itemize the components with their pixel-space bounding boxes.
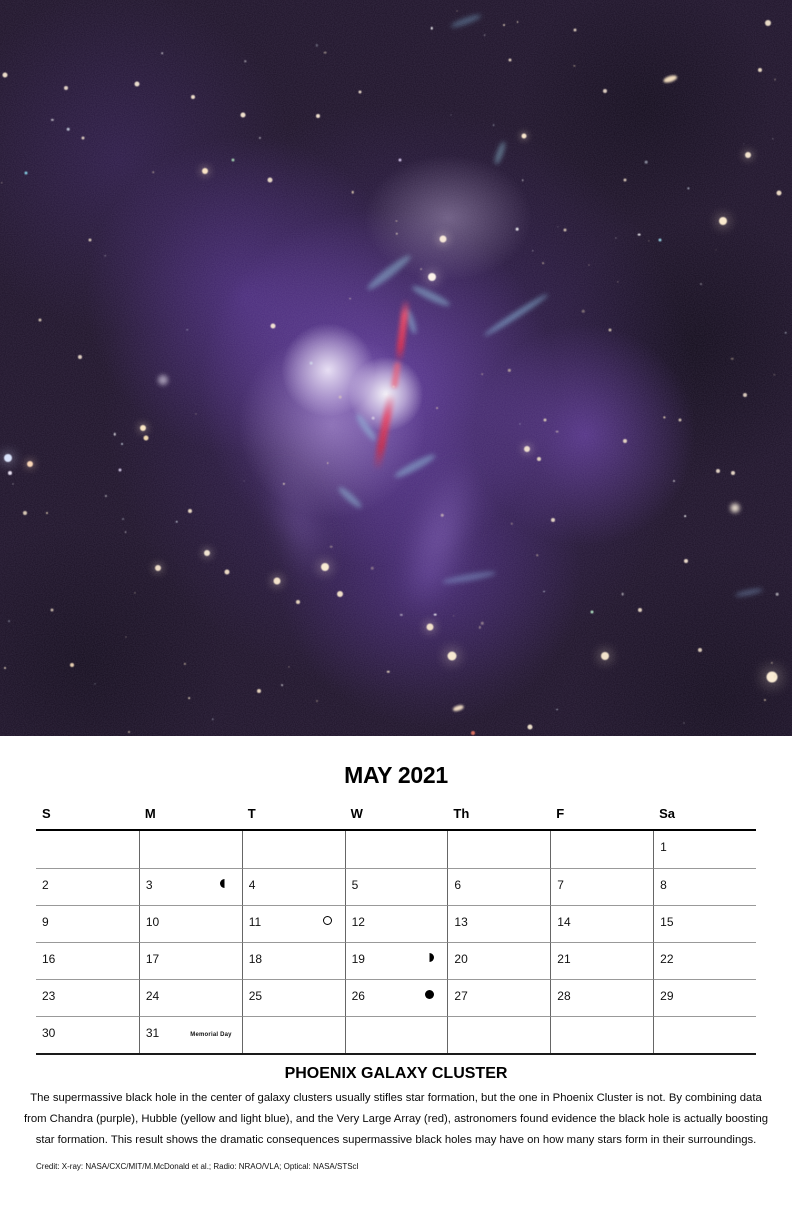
- star: [89, 239, 92, 242]
- star: [700, 283, 702, 285]
- date-number: 31: [145, 1026, 160, 1040]
- calendar-cell: [653, 1016, 756, 1053]
- star: [574, 29, 577, 32]
- calendar-cell: [653, 831, 756, 868]
- star: [731, 504, 740, 513]
- star: [440, 236, 447, 243]
- calendar-cell: [447, 979, 550, 1016]
- star: [638, 233, 641, 236]
- star: [601, 652, 609, 660]
- star: [25, 172, 28, 175]
- calendar-cell: [242, 1016, 345, 1053]
- star: [623, 439, 627, 443]
- calendar-cell: [447, 942, 550, 979]
- calendar-cell: [242, 942, 345, 979]
- star: [517, 21, 519, 23]
- date-number: 1: [660, 840, 667, 854]
- calendar-cell: [36, 868, 139, 905]
- star: [524, 446, 530, 452]
- star: [456, 11, 457, 12]
- star: [23, 511, 27, 515]
- calendar-cell: [139, 905, 242, 942]
- star: [70, 663, 74, 667]
- date-number: 15: [660, 915, 674, 929]
- date-number: 5: [351, 878, 359, 892]
- calendar-cell: [36, 905, 139, 942]
- star: [241, 113, 246, 118]
- caption-line: star formation. This result shows the dramatic consequences supermassive black holes may have on how many stars form in their surroundings.: [35, 1134, 757, 1146]
- star: [8, 620, 10, 622]
- calendar-cell: [139, 831, 242, 868]
- date-number: 9: [42, 915, 49, 929]
- star: [522, 179, 524, 181]
- date-number: 29: [660, 989, 674, 1003]
- star: [436, 407, 438, 409]
- star: [582, 310, 585, 313]
- star: [351, 191, 354, 194]
- calendar-cell: [653, 868, 756, 905]
- calendar-cell: [447, 831, 550, 868]
- calendar-cell: [36, 831, 139, 868]
- star: [128, 731, 130, 733]
- calendar-cell: [36, 979, 139, 1016]
- star: [232, 159, 235, 162]
- star: [316, 114, 320, 118]
- star: [516, 228, 519, 231]
- star: [175, 521, 178, 524]
- calendar-cell: [447, 868, 550, 905]
- star: [119, 469, 122, 472]
- star: [327, 462, 329, 464]
- star: [448, 652, 457, 661]
- star: [716, 469, 720, 473]
- day-of-week-label: Sa: [659, 806, 676, 821]
- star: [719, 217, 727, 225]
- day-of-week-label: M: [144, 806, 156, 821]
- star: [743, 393, 747, 397]
- star: [603, 89, 607, 93]
- calendar-cell: [345, 942, 448, 979]
- calendar-cell: [550, 868, 653, 905]
- star: [125, 531, 127, 533]
- star: [684, 559, 688, 563]
- moon-last-quarter-icon: [220, 879, 229, 888]
- calendar-cell: [242, 905, 345, 942]
- star: [624, 179, 627, 182]
- star: [775, 79, 776, 80]
- star: [257, 689, 261, 693]
- calendar-cell: [242, 831, 345, 868]
- date-number: 8: [660, 878, 667, 892]
- day-of-week-label: Th: [453, 806, 470, 821]
- star: [673, 480, 675, 482]
- star: [188, 697, 190, 699]
- star: [274, 578, 281, 585]
- star: [537, 554, 539, 556]
- star: [503, 24, 505, 26]
- star: [785, 332, 788, 335]
- star: [140, 425, 146, 431]
- calendar-cell: [550, 979, 653, 1016]
- star: [645, 161, 648, 164]
- star: [296, 600, 300, 604]
- date-number: 28: [557, 989, 571, 1003]
- calendar-cell: [139, 1016, 242, 1053]
- star: [493, 124, 495, 126]
- date-number: 14: [557, 915, 571, 929]
- star: [323, 51, 326, 54]
- calendar-cell: [139, 868, 242, 905]
- star: [162, 52, 164, 54]
- calendar-cell: [550, 831, 653, 868]
- star: [551, 518, 555, 522]
- date-number: 11: [248, 915, 262, 929]
- calendar-cell: [447, 1016, 550, 1053]
- calendar-cell: [550, 942, 653, 979]
- star: [187, 329, 189, 331]
- star: [745, 152, 751, 158]
- star: [731, 471, 735, 475]
- star: [481, 374, 483, 376]
- star: [321, 563, 329, 571]
- star: [104, 255, 106, 257]
- calendar-cell: [36, 942, 139, 979]
- calendar-cell: [447, 905, 550, 942]
- star: [434, 613, 437, 616]
- star: [155, 565, 161, 571]
- caption-title: PHOENIX GALAXY CLUSTER: [284, 1065, 508, 1082]
- date-number: 26: [351, 989, 365, 1003]
- star: [51, 609, 54, 612]
- calendar-cell: [550, 1016, 653, 1053]
- month-title: MAY 2021: [344, 762, 448, 788]
- date-number: 12: [351, 915, 365, 929]
- calendar-grid: [36, 829, 756, 1055]
- date-number: 7: [557, 878, 564, 892]
- star: [195, 413, 196, 414]
- star: [556, 430, 559, 433]
- star: [225, 570, 230, 575]
- star: [8, 471, 12, 475]
- star: [121, 443, 123, 445]
- calendar-cell: [345, 979, 448, 1016]
- date-number: 4: [248, 878, 256, 892]
- star: [204, 550, 210, 556]
- star: [359, 91, 362, 94]
- day-of-week-label: T: [247, 806, 256, 821]
- moon-full-moon-icon: [425, 990, 434, 999]
- date-number: 25: [248, 989, 263, 1003]
- star: [4, 667, 6, 669]
- star: [191, 95, 195, 99]
- star: [3, 73, 8, 78]
- star: [698, 648, 702, 652]
- date-number: 22: [660, 952, 674, 966]
- date-number: 27: [454, 989, 468, 1003]
- star: [337, 591, 343, 597]
- star: [428, 273, 436, 281]
- calendar-cell: [139, 979, 242, 1016]
- star: [282, 684, 284, 686]
- star: [522, 134, 527, 139]
- star: [758, 68, 762, 72]
- star: [556, 709, 558, 711]
- date-number: 23: [42, 989, 56, 1003]
- credit-line: Credit: X-ray: NASA/CXC/MIT/M.McDonald et al.; Radio: NRAO/VLA; Optical: NASA/STScI: [36, 1162, 359, 1171]
- star: [82, 137, 85, 140]
- star: [765, 20, 771, 26]
- star: [339, 396, 342, 399]
- calendar-cell: [36, 1016, 139, 1053]
- star: [310, 362, 313, 365]
- star: [202, 168, 208, 174]
- star: [78, 355, 82, 359]
- star: [564, 229, 567, 232]
- star: [767, 672, 778, 683]
- star: [776, 593, 779, 596]
- star: [64, 86, 68, 90]
- star: [144, 436, 149, 441]
- star: [659, 239, 662, 242]
- star: [39, 319, 42, 322]
- caption-line: The supermassive black hole in the center of galaxy clusters usually stifles star formation, but the one in Phoenix Cluster is not. By combining data: [30, 1092, 762, 1104]
- caption-line: from Chandra (purple), Hubble (yellow and light blue), and the Very Large Array (red), astronomers found evidence the black hole is actually boosting: [23, 1113, 769, 1125]
- date-number: 30: [42, 1026, 56, 1040]
- star: [392, 385, 395, 388]
- star: [158, 375, 168, 385]
- star: [4, 454, 12, 462]
- star: [135, 82, 140, 87]
- calendar-cell: [653, 905, 756, 942]
- star: [67, 128, 70, 131]
- star: [609, 329, 612, 332]
- calendar-cell: [345, 831, 448, 868]
- star: [684, 516, 686, 518]
- calendar-cell: [345, 868, 448, 905]
- day-of-week-label: F: [556, 806, 565, 821]
- calendar-cell: [345, 905, 448, 942]
- star: [731, 357, 734, 360]
- date-number: 24: [145, 989, 160, 1003]
- star: [532, 250, 534, 252]
- star: [399, 159, 402, 162]
- star: [27, 461, 33, 467]
- star: [441, 514, 444, 517]
- star: [471, 731, 475, 735]
- calendar-cell: [139, 942, 242, 979]
- star: [122, 518, 124, 520]
- date-number: 19: [351, 952, 365, 966]
- star: [621, 593, 624, 596]
- star: [591, 611, 594, 614]
- star: [683, 722, 684, 723]
- day-of-week-label: S: [42, 806, 51, 821]
- calendar-cell: [242, 979, 345, 1016]
- date-number: 10: [145, 915, 160, 929]
- calendar-cell: [653, 942, 756, 979]
- star: [420, 268, 422, 270]
- caption-body: [0, 1088, 792, 1151]
- star: [188, 509, 192, 513]
- star: [537, 457, 541, 461]
- star: [543, 591, 545, 593]
- star: [371, 417, 374, 420]
- star: [349, 298, 351, 300]
- star: [528, 725, 533, 730]
- date-number: 20: [454, 952, 468, 966]
- star: [268, 178, 273, 183]
- day-of-week-header-row: [36, 806, 756, 821]
- date-number: 3: [145, 878, 153, 892]
- date-number: 13: [454, 915, 468, 929]
- date-number: 6: [454, 878, 462, 892]
- star: [773, 675, 776, 678]
- day-of-week-label: W: [350, 806, 363, 821]
- star: [427, 624, 434, 631]
- star: [1, 182, 3, 184]
- moon-first-quarter-icon: [425, 953, 434, 962]
- calendar-cell: [345, 1016, 448, 1053]
- date-number: 17: [145, 952, 160, 966]
- holiday-label: Memorial Day: [190, 1032, 232, 1038]
- star: [679, 419, 682, 422]
- date-number: 21: [557, 952, 571, 966]
- star: [484, 34, 486, 36]
- calendar-cell: [550, 905, 653, 942]
- date-number: 18: [248, 952, 263, 966]
- calendar-cell: [242, 868, 345, 905]
- date-number: 16: [42, 952, 56, 966]
- date-number: 2: [42, 878, 49, 892]
- star: [542, 262, 544, 264]
- star: [509, 59, 512, 62]
- star: [638, 608, 642, 612]
- star: [544, 419, 547, 422]
- star: [271, 324, 276, 329]
- star: [777, 191, 782, 196]
- star: [330, 545, 333, 548]
- moon-new-moon-icon: [323, 916, 332, 925]
- calendar-cell: [653, 979, 756, 1016]
